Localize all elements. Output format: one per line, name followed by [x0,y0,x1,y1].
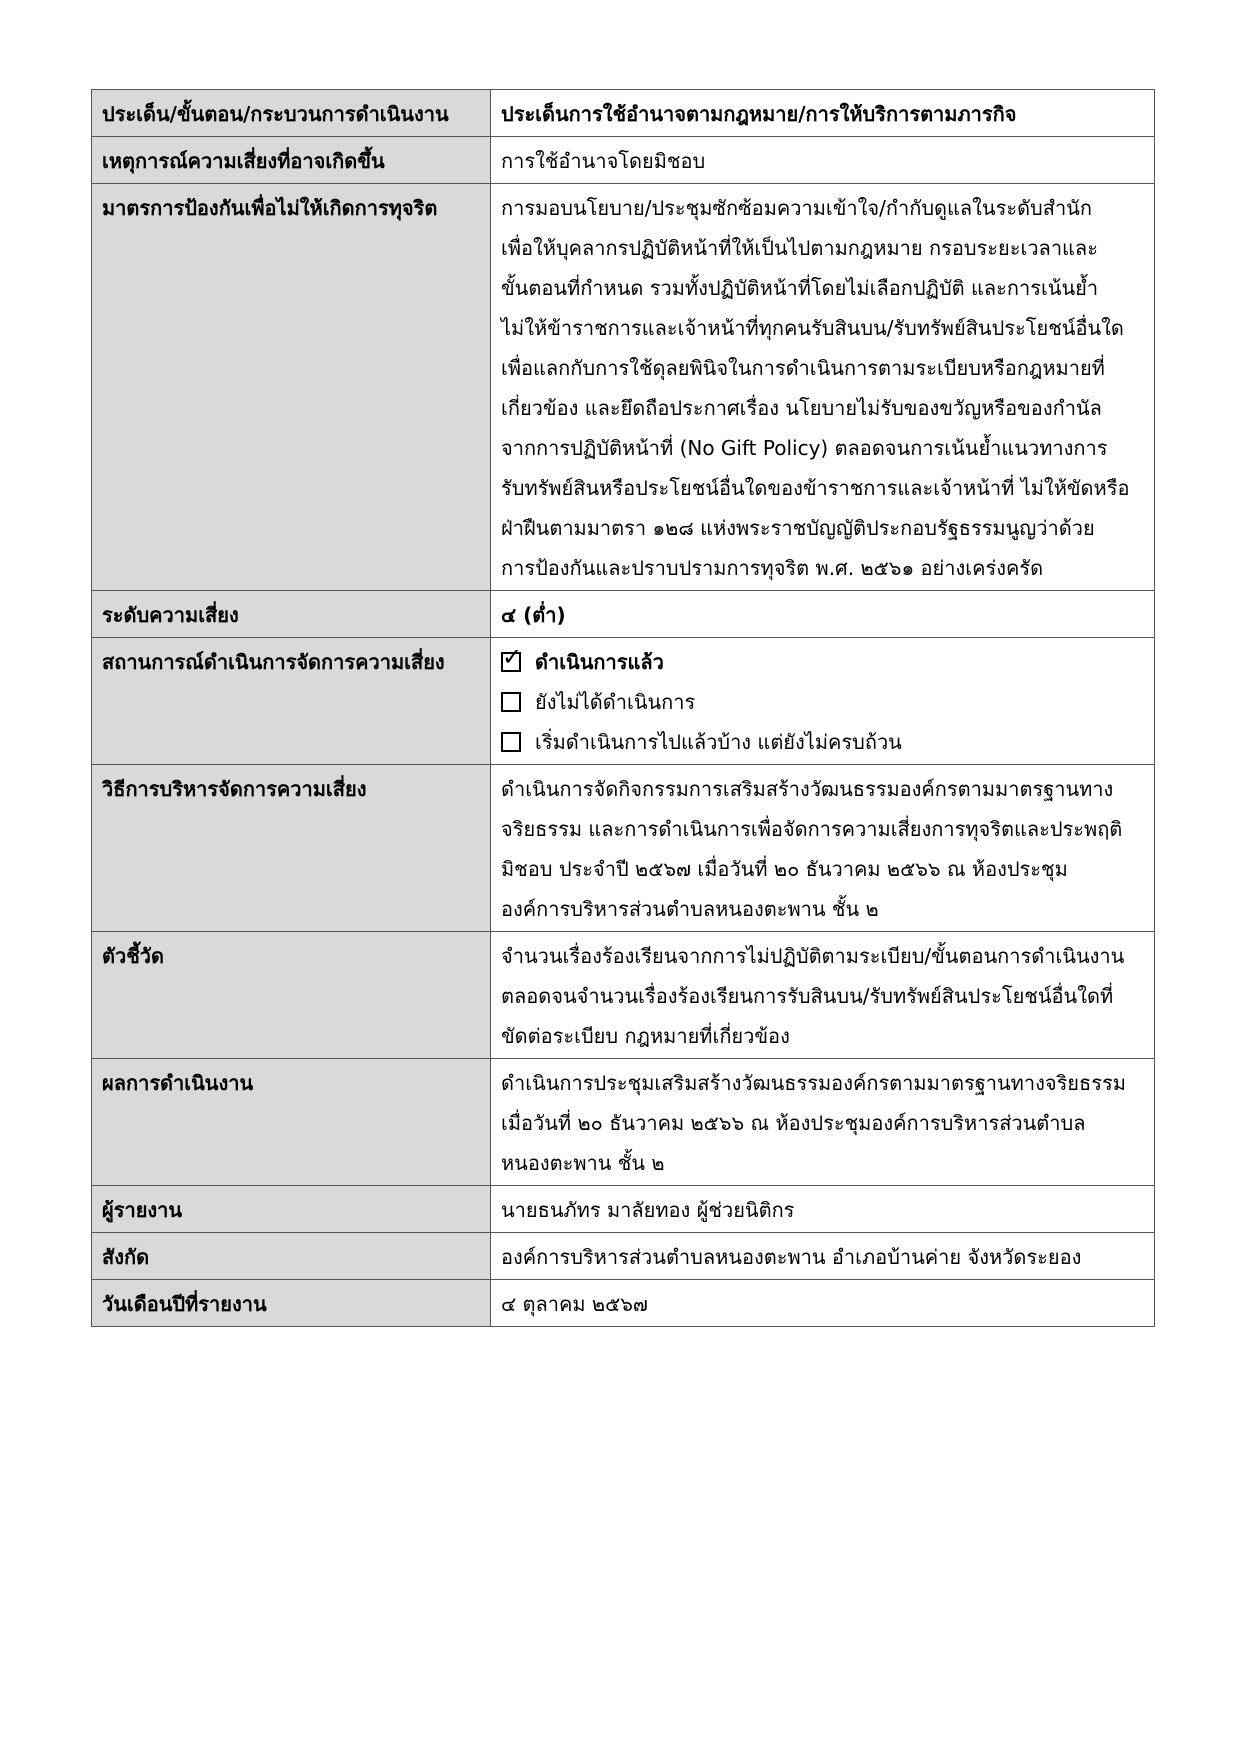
affiliation-label: สังกัด [92,1233,491,1280]
table-row-reporter [92,1186,1155,1233]
risk-level-value: ๔ (ต่ำ) [491,591,1155,638]
risk-level-label: ระดับความเสี่ยง [92,591,491,638]
issue-label: ประเด็น/ขั้นตอน/กระบวนการดำเนินงาน [92,90,491,137]
status-option-done [501,642,1144,682]
prevention-line: ฝ่าฝืนตามมาตรา ๑๒๘ แห่งพระราชบัญญัติประกอบรัฐธรรมนูญว่าด้วย [501,516,1095,540]
management-line: จริยธรรม และการดำเนินการเพื่อจัดการความเสี่ยงการทุจริตและประพฤติ [501,817,1123,841]
management-label: วิธีการบริหารจัดการความเสี่ยง [92,765,491,932]
management-line: ดำเนินการจัดกิจกรรมการเสริมสร้างวัฒนธรรมองค์กรตามมาตรฐานทาง [501,777,1114,801]
prevention-line: ไม่ให้ข้าราชการและเจ้าหน้าที่ทุกคนรับสินบน/รับทรัพย์สินประโยชน์อื่นใด [501,316,1124,340]
prevention-line: ขั้นตอนที่กำหนด รวมทั้งปฏิบัติหน้าที่โดยไม่เลือกปฏิบัติ และการเน้นย้ำ [501,276,1099,300]
risk-report-table [91,89,1155,1327]
prevention-line: การป้องกันและปราบปรามการทุจริต พ.ศ. ๒๕๖๑ อย่างเคร่งครัด [501,556,1044,580]
risk-event-label: เหตุการณ์ความเสี่ยงที่อาจเกิดขึ้น [92,137,491,184]
reporter-value: นายธนภัทร มาลัยทอง ผู้ช่วยนิติกร [491,1186,1155,1233]
result-line: เมื่อวันที่ ๒๐ ธันวาคม ๒๕๖๖ ณ ห้องประชุมองค์การบริหารส่วนตำบล [501,1111,1086,1135]
checkbox-empty-icon [501,692,521,712]
indicator-line: ตลอดจนจำนวนเรื่องร้องเรียนการรับสินบน/รับทรัพย์สินประโยชน์อื่นใดที่ [501,984,1114,1008]
status-option-label: ดำเนินการแล้ว [535,650,664,674]
status-option-not-started [501,682,1144,722]
reporter-label: ผู้รายงาน [92,1186,491,1233]
checkbox-checked-icon: ✓ [502,643,523,671]
table-row-status [92,638,1155,765]
table-row-risk-event [92,137,1155,184]
table-row-indicator [92,932,1155,1059]
checkbox-empty-icon [501,732,521,752]
prevention-line: รับทรัพย์สินหรือประโยชน์อื่นใดของข้าราชการและเจ้าหน้าที่ ไม่ให้ขัดหรือ [501,476,1130,500]
management-line: องค์การบริหารส่วนตำบลหนองตะพาน ชั้น ๒ [501,897,879,921]
table-row-affiliation [92,1233,1155,1280]
table-row-result [92,1059,1155,1186]
table-row-prevention [92,184,1155,591]
prevention-value [491,184,1155,591]
result-line: ดำเนินการประชุมเสริมสร้างวัฒนธรรมองค์กรตามมาตรฐานทางจริยธรรม [501,1071,1126,1095]
indicator-label: ตัวชี้วัด [92,932,491,1059]
prevention-line: เพื่อให้บุคลากรปฏิบัติหน้าที่ให้เป็นไปตามกฎหมาย กรอบระยะเวลาและ [501,236,1098,260]
prevention-line: การมอบนโยบาย/ประชุมซักซ้อมความเข้าใจ/กำกับดูแลในระดับสำนัก [501,196,1092,220]
risk-event-value: การใช้อำนาจโดยมิชอบ [491,137,1155,184]
indicator-value [491,932,1155,1059]
result-label: ผลการดำเนินงาน [92,1059,491,1186]
management-value [491,765,1155,932]
status-options [491,638,1155,765]
table-row-report-date [92,1280,1155,1327]
result-line: หนองตะพาน ชั้น ๒ [501,1151,665,1175]
prevention-line: จากการปฏิบัติหน้าที่ (No Gift Policy) ตลอดจนการเน้นย้ำแนวทางการ [501,436,1108,460]
status-option-label: เริ่มดำเนินการไปแล้วบ้าง แต่ยังไม่ครบถ้วน [535,730,902,754]
prevention-label: มาตรการป้องกันเพื่อไม่ให้เกิดการทุจริต [92,184,491,591]
prevention-line: เกี่ยวข้อง และยึดถือประกาศเรื่อง นโยบายไม่รับของขวัญหรือของกำนัล [501,396,1102,420]
table-row-risk-level [92,591,1155,638]
report-date-label: วันเดือนปีที่รายงาน [92,1280,491,1327]
affiliation-value: องค์การบริหารส่วนตำบลหนองตะพาน อำเภอบ้านค่าย จังหวัดระยอง [491,1233,1155,1280]
report-date-value: ๔ ตุลาคม ๒๕๖๗ [491,1280,1155,1327]
table-row-management [92,765,1155,932]
status-option-partial [501,722,1144,762]
indicator-line: ขัดต่อระเบียบ กฎหมายที่เกี่ยวข้อง [501,1024,790,1048]
table-row-issue [92,90,1155,137]
management-line: มิชอบ ประจำปี ๒๕๖๗ เมื่อวันที่ ๒๐ ธันวาคม ๒๕๖๖ ณ ห้องประชุม [501,857,1068,881]
status-option-label: ยังไม่ได้ดำเนินการ [535,690,696,714]
result-value [491,1059,1155,1186]
prevention-line: เพื่อแลกกับการใช้ดุลยพินิจในการดำเนินการตามระเบียบหรือกฎหมายที่ [501,356,1105,380]
indicator-line: จำนวนเรื่องร้องเรียนจากการไม่ปฏิบัติตามระเบียบ/ขั้นตอนการดำเนินงาน [501,944,1125,968]
status-label: สถานการณ์ดำเนินการจัดการความเสี่ยง [92,638,491,765]
issue-value: ประเด็นการใช้อำนาจตามกฎหมาย/การให้บริการตามภารกิจ [491,90,1155,137]
